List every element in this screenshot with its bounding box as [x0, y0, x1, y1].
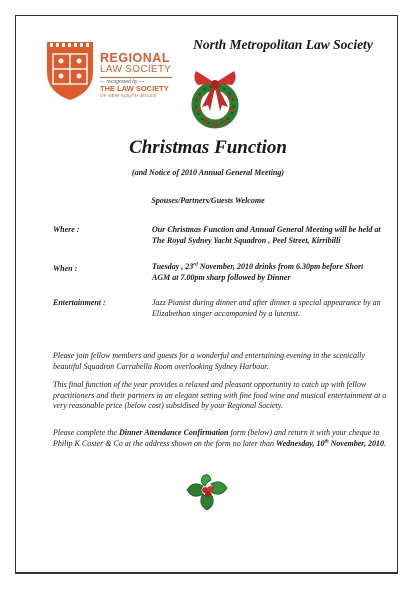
christmas-wreath-icon: [186, 65, 244, 133]
logo-regional: REGIONAL: [100, 51, 170, 65]
society-name: North Metropolitan Law Society: [193, 37, 373, 52]
regional-law-society-logo: [43, 38, 173, 108]
entertainment-label: Entertainment :: [53, 298, 106, 307]
form-name: Dinner Attendance Confirmation: [118, 428, 229, 437]
when-ordinal: rd: [193, 262, 198, 268]
logo-law-society: LAW SOCIETY: [100, 64, 172, 75]
paragraph-invitation: Please join fellow members and guests for a wonderful and entertaining evening in the scenically beautiful Squadron Carrabella Room overlooking Sydney Harbour.: [53, 351, 365, 371]
when-date: Tuesday , 23: [152, 262, 194, 271]
when-label: When :: [53, 264, 78, 273]
holly-icon: [183, 470, 231, 512]
instructions-end: .: [383, 438, 386, 448]
deadline-month: November, 2010: [328, 438, 384, 448]
when-details: November, 2010 drinks from 6.30pm before Short AGM at 7.00pm sharp followed by Dinner: [152, 262, 364, 282]
entertainment-text: Jazz Pianist during dinner and after dinner a special appearance by an Elizabethan singer accompanied by a lutenist.: [152, 298, 381, 318]
logo-the-law-society: THE LAW SOCIETY: [100, 84, 169, 93]
paragraph-instructions: [53, 428, 388, 449]
where-text: Our Christmas Function and Annual General Meeting will be held at The Royal Sydney Yacht Squadron , Peel Street, Kirribilli: [152, 225, 381, 245]
when-text: [152, 262, 382, 283]
instructions-pre: Please complete the: [53, 428, 119, 437]
paragraph-function: This final function of the year provides a relaxed and pleasant opportunity to catch up with fellow practitioners and their partners in an elegant setting with fine food wine and musical entertainment at a very reasonable price (below cost) subsidised by your Regional Society.: [53, 380, 387, 410]
crest-logo-icon: [43, 38, 97, 102]
instructions-mid: form (below) and return it with your cheque to Philip K Coster & Co at the address shown on the form no later than: [53, 428, 380, 448]
logo-nsw: OF NEW SOUTH WALES: [100, 93, 157, 98]
deadline-date: [276, 439, 384, 448]
guests-welcome: Spouses/Partners/Guests Welcome: [151, 196, 265, 205]
logo-divider: [100, 77, 172, 78]
deadline-day: Wednesday, 10: [276, 438, 325, 448]
where-label: Where :: [53, 225, 80, 234]
deadline-ordinal: th: [324, 438, 329, 444]
logo-text: [100, 52, 180, 98]
logo-recognised: — recognised by —: [100, 79, 144, 85]
page-title: Christmas Function: [129, 137, 287, 158]
subtitle: (and Notice of 2010 Annual General Meeting): [131, 168, 285, 177]
